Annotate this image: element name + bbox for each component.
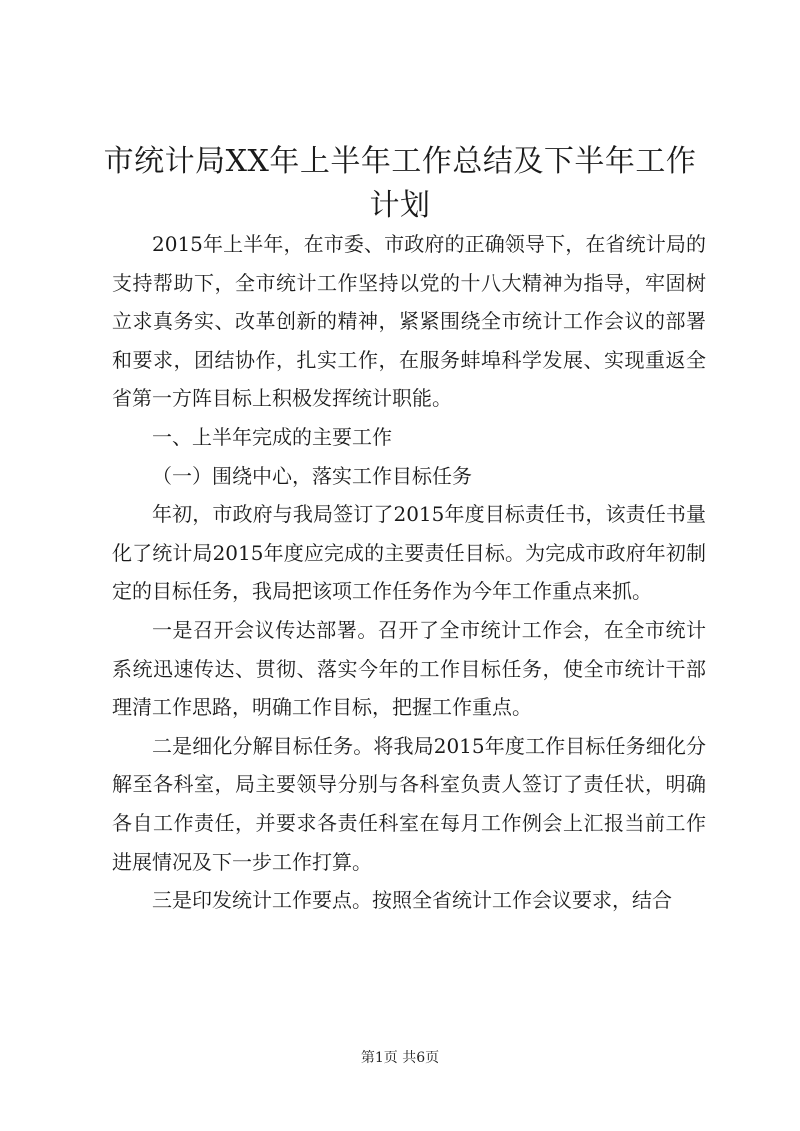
document-title-line-2: 计划	[369, 188, 431, 223]
document-title-line-1: 市统计局XX年上半年工作总结及下半年工作	[103, 144, 697, 179]
paragraph-target-responsibility: 年初，市政府与我局签订了2015年度目标责任书，该责任书量化了统计局2015年度应完成的主要责任目标。为完成市政府年初制定的目标任务，我局把该项工作任务作为今年工作重点来抓。	[112, 502, 706, 604]
paragraph-intro: 2015年上半年，在市委、市政府的正确领导下，在省统计局的支持帮助下，全市统计工作坚持以党的十八大精神为指导，牢固树立求真务实、改革创新的精神，紧紧围绕全市统计工作会议的部署和要求，团结协作，扎实工作，在服务蚌埠科学发展、实现重返全省第一方阵目标上积极发挥统计职能。	[112, 232, 706, 411]
section-heading-1: 一、上半年完成的主要工作	[152, 424, 392, 449]
subsection-heading-1: （一）围绕中心，落实工作目标任务	[152, 463, 472, 488]
page-number-footer: 第1页 共6页	[360, 1050, 440, 1066]
paragraph-item-3: 三是印发统计工作要点。按照全省统计工作会议要求，结合	[152, 888, 672, 913]
paragraph-item-1: 一是召开会议传达部署。召开了全市统计工作会，在全市统计系统迅速传达、贯彻、落实今年的工作目标任务，使全市统计干部理清工作思路，明确工作目标，把握工作重点。	[112, 617, 706, 720]
document-body	[112, 225, 706, 920]
paragraph-item-2: 二是细化分解目标任务。将我局2015年度工作目标任务细化分解至各科室，局主要领导分别与各科室负责人签订了责任状，明确各自工作责任，并要求各责任科室在每月工作例会上汇报当前工作进展情况及下一步工作打算。	[112, 733, 706, 874]
